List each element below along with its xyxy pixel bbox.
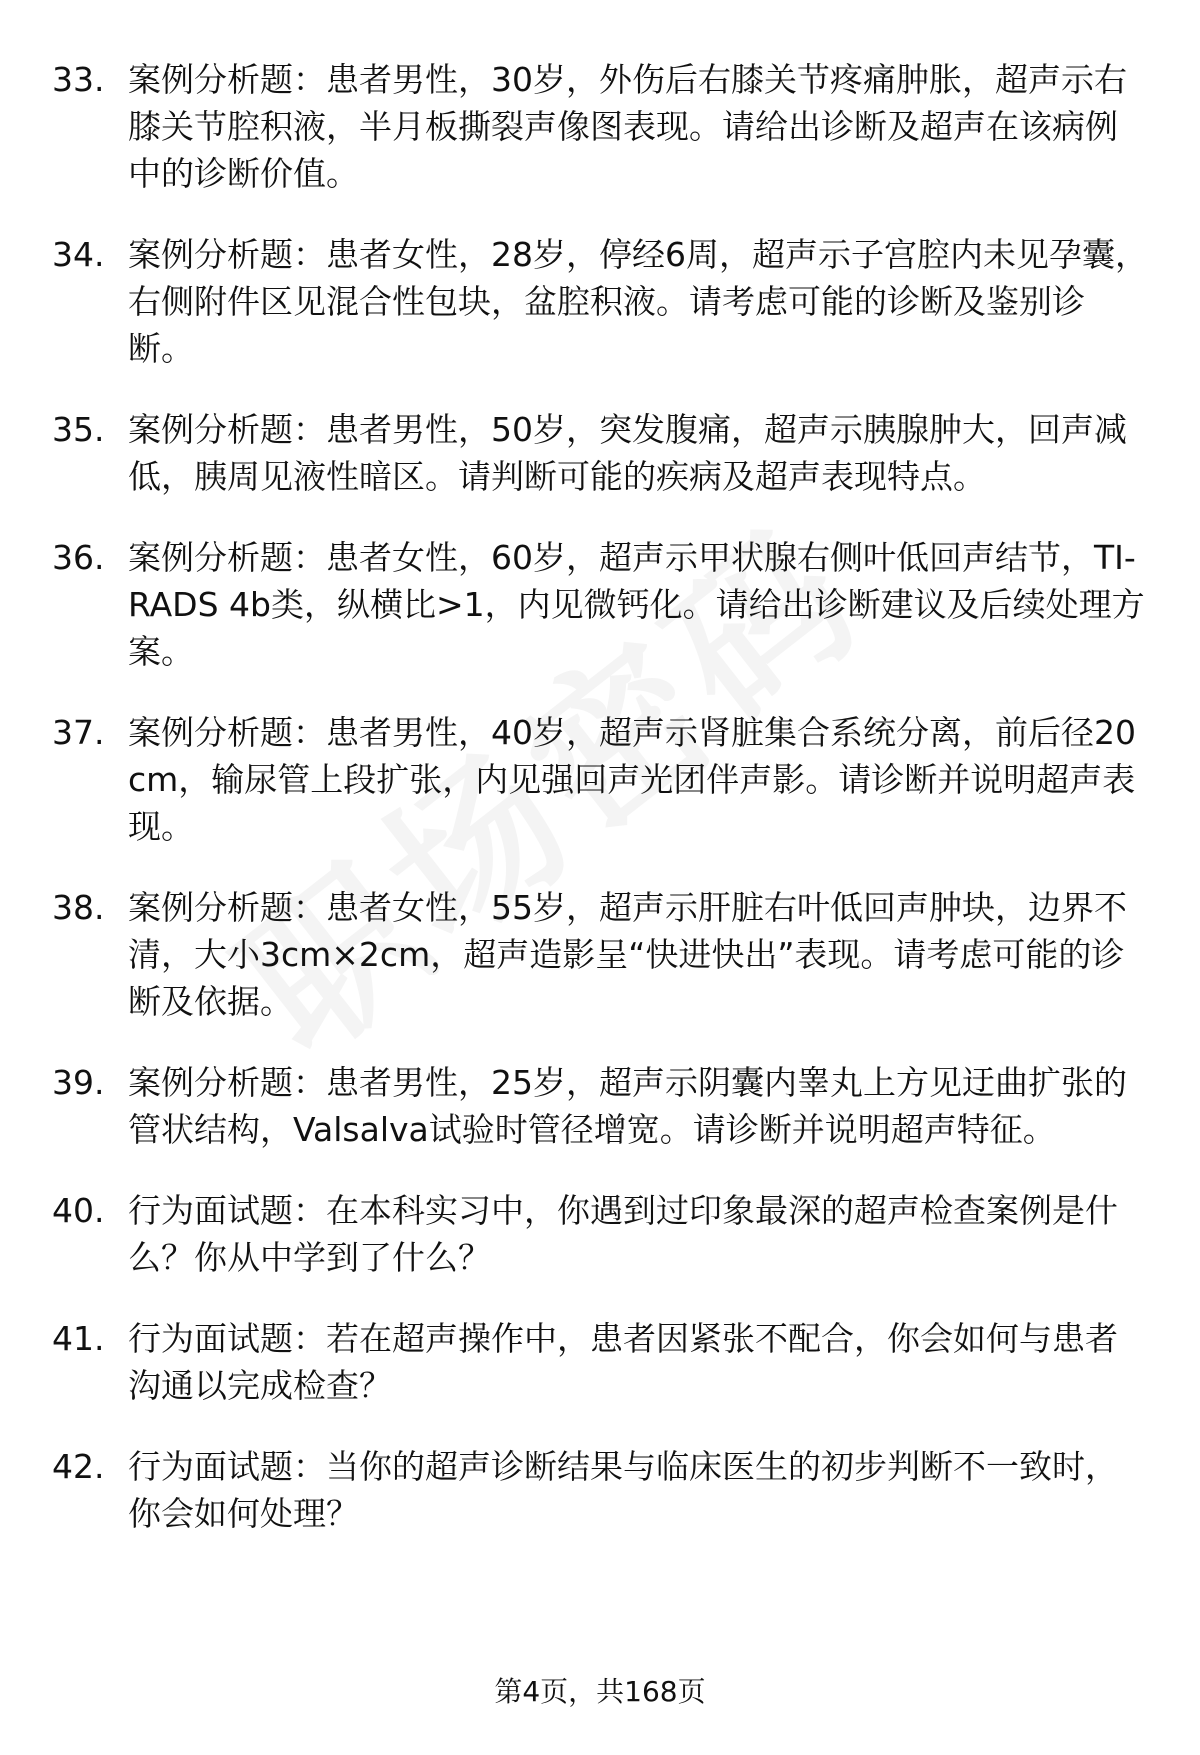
question-number: 40. — [52, 1191, 105, 1230]
question-item — [52, 709, 1152, 850]
question-item — [52, 534, 1152, 675]
question-item — [52, 1059, 1152, 1153]
question-number: 36. — [52, 538, 105, 577]
question-item — [52, 1443, 1152, 1537]
question-text: 案例分析题：患者男性，30岁，外伤后右膝关节疼痛肿胀，超声示右膝关节腔积液，半月板撕裂声像图表现。请给出诊断及超声在该病例中的诊断价值。 — [128, 60, 1127, 193]
question-item — [52, 1187, 1152, 1281]
page-number-label: 第4页，共168页 — [494, 1675, 706, 1708]
question-text: 案例分析题：患者女性，28岁，停经6周，超声示子宫腔内未见孕囊，右侧附件区见混合性包块，盆腔积液。请考虑可能的诊断及鉴别诊断。 — [128, 235, 1148, 368]
question-text: 案例分析题：患者女性，60岁，超声示甲状腺右侧叶低回声结节，TI-RADS 4b类，纵横比>1，内见微钙化。请给出诊断建议及后续处理方案。 — [128, 538, 1145, 671]
question-number: 39. — [52, 1063, 105, 1102]
question-number: 34. — [52, 235, 105, 274]
question-item — [52, 231, 1152, 372]
question-text: 行为面试题：在本科实习中，你遇到过印象最深的超声检查案例是什么？你从中学到了什么？ — [128, 1191, 1118, 1277]
question-item — [52, 884, 1152, 1025]
question-list — [52, 56, 1152, 1571]
question-number: 41. — [52, 1319, 105, 1358]
question-text: 案例分析题：患者女性，55岁，超声示肝脏右叶低回声肿块，边界不清，大小3cm×2cm，超声造影呈“快进快出”表现。请考虑可能的诊断及依据。 — [128, 888, 1127, 1021]
page-footer — [0, 1672, 1200, 1712]
question-number: 37. — [52, 713, 105, 752]
question-text: 案例分析题：患者男性，50岁，突发腹痛，超声示胰腺肿大，回声减低，胰周见液性暗区。请判断可能的疾病及超声表现特点。 — [128, 410, 1127, 496]
question-number: 35. — [52, 410, 105, 449]
question-item — [52, 56, 1152, 197]
question-number: 33. — [52, 60, 105, 99]
question-text: 案例分析题：患者男性，25岁，超声示阴囊内睾丸上方见迂曲扩张的管状结构，Valsalva试验时管径增宽。请诊断并说明超声特征。 — [128, 1063, 1127, 1149]
question-text: 案例分析题：患者男性，40岁，超声示肾脏集合系统分离，前后径20cm，输尿管上段扩张，内见强回声光团伴声影。请诊断并说明超声表现。 — [128, 713, 1136, 846]
question-text: 行为面试题：若在超声操作中，患者因紧张不配合，你会如何与患者沟通以完成检查？ — [128, 1319, 1118, 1405]
question-text: 行为面试题：当你的超声诊断结果与临床医生的初步判断不一致时，你会如何处理？ — [128, 1447, 1118, 1533]
question-item — [52, 406, 1152, 500]
question-item — [52, 1315, 1152, 1409]
question-number: 38. — [52, 888, 105, 927]
question-number: 42. — [52, 1447, 105, 1486]
